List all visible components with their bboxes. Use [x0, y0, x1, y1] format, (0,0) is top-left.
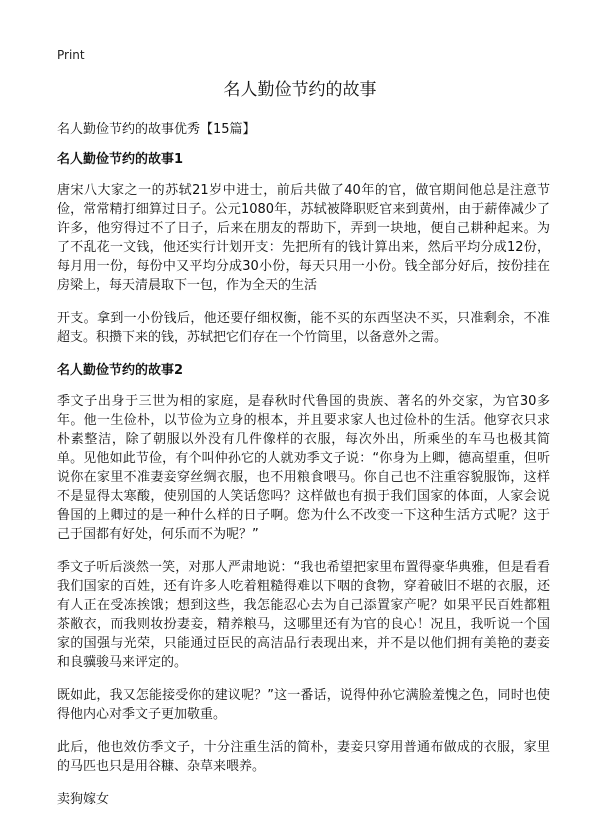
paragraph: 季文子听后淡然一笑，对那人严肃地说：“我也希望把家里布置得豪华典雅，但是看看我们国家的百姓，还有许多人吃着粗糙得难以下咽的食物，穿着破旧不堪的衣服，还有人正在受冻挨饿；想到这些，我怎能忍心去为自己添置家产呢？如果平民百姓都粗茶敝衣，而我则妆扮妻妾，精养粮马，这哪里还有为官的良心！况且，我听说一个国家的国强与光荣，只能通过臣民的高洁品行表现出来，并不是以他们拥有美艳的妻妾和良骥骏马来评定的。 — [57, 560, 550, 670]
paragraph: 既如此，我又怎能接受你的建议呢？”这一番话，说得仲孙它满脸羞愧之色，同时也使得他内心对季文子更加敬重。 — [57, 688, 550, 722]
paragraph: 唐宋八大家之一的苏轼21岁中进士，前后共做了40年的官，做官期间他总是注意节俭，常常精打细算过日子。公元1080年，苏轼被降职贬官来到黄州，由于薪俸减少了许多，他穷得过不了日子，后来在朋友的帮助下，弄到一块地，便自己耕种起来。为了不乱花一文钱，他还实行计划开支：先把所有的钱计算出来，然后平均分成12份，每月用一份，每份中又平均分成30小份，每天只用一小份。钱全部分好后，按份挂在房梁上，每天清晨取下一包，作为全天的生活 — [57, 183, 550, 293]
print-link[interactable]: Print — [57, 48, 85, 62]
section-heading-2: 名人勤俭节约的故事2 — [57, 363, 184, 378]
trailing-text: 卖狗嫁女 — [57, 792, 110, 807]
paragraph: 季文子出身于三世为相的家庭，是春秋时代鲁国的贵族、著名的外交家，为官30多年。他一生俭朴，以节俭为立身的根本，并且要求家人也过俭朴的生活。他穿衣只求朴素整洁，除了朝服以外没有几件像样的衣服，每次外出，所乘坐的车马也极其简单。见他如此节俭，有个叫仲孙它的人就劝季文子说：“你身为上卿，德高望重，但听说你在家里不准妻妾穿丝绸衣服，也不用粮食喂马。你自己也不注重容貌服饰，这样不是显得太寒酸，使别国的人笑话您吗？这样做也有损于我们国家的体面，人家会说鲁国的上卿过的是一种什么样的日子啊。您为什么不改变一下这种生活方式呢？这于己于国都有好处，何乐而不为呢？” — [57, 394, 550, 542]
article-subtitle: 名人勤俭节约的故事优秀【15篇】 — [57, 122, 256, 137]
section-heading-1: 名人勤俭节约的故事1 — [57, 152, 184, 167]
page-title: 名人勤俭节约的故事 — [223, 80, 377, 100]
paragraph: 此后，他也效仿季文子，十分注重生活的简朴，妻妾只穿用普通布做成的衣服，家里的马匹也只是用谷糠、杂草来喂养。 — [57, 740, 550, 774]
article-body — [57, 120, 550, 809]
paragraph: 开支。拿到一小份钱后，他还要仔细权衡，能不买的东西坚决不买，只准剩余，不准超支。积攒下来的钱，苏轼把它们存在一个竹筒里，以备意外之需。 — [57, 311, 550, 345]
